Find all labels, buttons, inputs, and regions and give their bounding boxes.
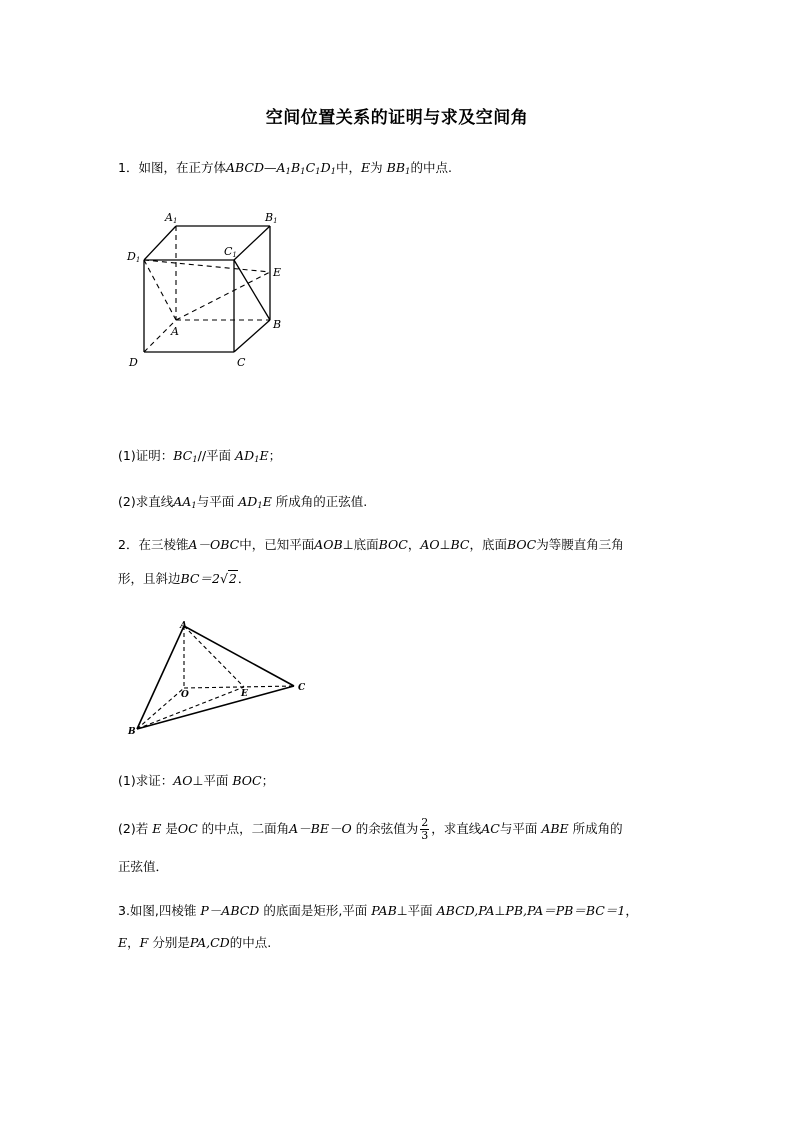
- label-a: A: [171, 325, 179, 338]
- problem-1-question-2: (2)求直线$AA_1$与平面 $AD_1E$ 所成角的正弦值.: [118, 494, 368, 511]
- fraction: $\frac{2}{3}$: [421, 816, 429, 842]
- edge-ac2: [184, 626, 294, 686]
- problem-2-statement-line-2: 形，且斜边BC＝2√2．: [118, 571, 251, 586]
- problem-3-statement-line-1: 3.如图,四棱锥 P－ABCD 的底面是矩形,平面 PAB⊥平面 ABCD,PA⊥PB,PA＝PB＝BC＝1，: [118, 903, 638, 918]
- problem-1-statement: 1．如图，在正方体$ABCD—A_1B_1C_1D_1$中，E为 $BB_1$的中点.: [118, 160, 452, 177]
- sqrt-symbol: √2: [219, 571, 237, 586]
- edge-ae2: [184, 626, 244, 687]
- label-b1: B1: [265, 211, 278, 225]
- label-c: C: [237, 356, 246, 369]
- text: 如图，在正方体: [138, 160, 226, 175]
- label-a2: A: [180, 621, 187, 631]
- label-e: E: [273, 266, 282, 279]
- problem-2-question-1: (1)求证：AO⊥平面 BOC；: [118, 773, 275, 788]
- label-b: B: [273, 318, 282, 331]
- label-c1: C1: [224, 245, 237, 259]
- label-b2: B: [128, 727, 136, 737]
- label-c2: C: [298, 683, 306, 693]
- label-d1: D1: [127, 250, 141, 264]
- edge-bc2: [137, 686, 294, 729]
- problem-number: 1．: [118, 160, 139, 175]
- solid-name: $ABCD—A_1B_1C_1D_1$: [225, 160, 337, 177]
- edge-oc2: [184, 686, 294, 688]
- problem-3-statement-line-2: E，F 分别是PA,CD的中点.: [118, 935, 272, 950]
- label-d: D: [129, 356, 138, 369]
- edge-d1e: [144, 260, 270, 272]
- problem-2-question-2-line-1: (2)若 E 是OC 的中点，二面角A－BE－O 的余弦值为 $\frac{2}{3}$ ，求直线AC与平面 ABE 所成角的: [118, 816, 623, 842]
- label-a1: A1: [165, 211, 178, 225]
- label-e2: E: [241, 689, 248, 699]
- problem-1-question-1: (1)证明：$BC_1//$平面 $AD_1E$；: [118, 448, 282, 465]
- edge-d1a1: [144, 226, 176, 260]
- problem-2-question-2-line-2: 正弦值．: [118, 859, 169, 874]
- page-title: 空间位置关系的证明与求及空间角: [265, 108, 529, 128]
- edge-cb: [234, 320, 270, 352]
- edge-c1b1: [234, 226, 270, 260]
- problem-2-statement-line-1: 2．在三棱锥A－OBC中，已知平面AOB⊥底面BOC，AO⊥BC，底面BOC为等腰直角三角: [118, 537, 624, 552]
- edge-c1b: [234, 260, 270, 320]
- label-o2: O: [181, 690, 189, 700]
- edge-d1a: [144, 260, 176, 320]
